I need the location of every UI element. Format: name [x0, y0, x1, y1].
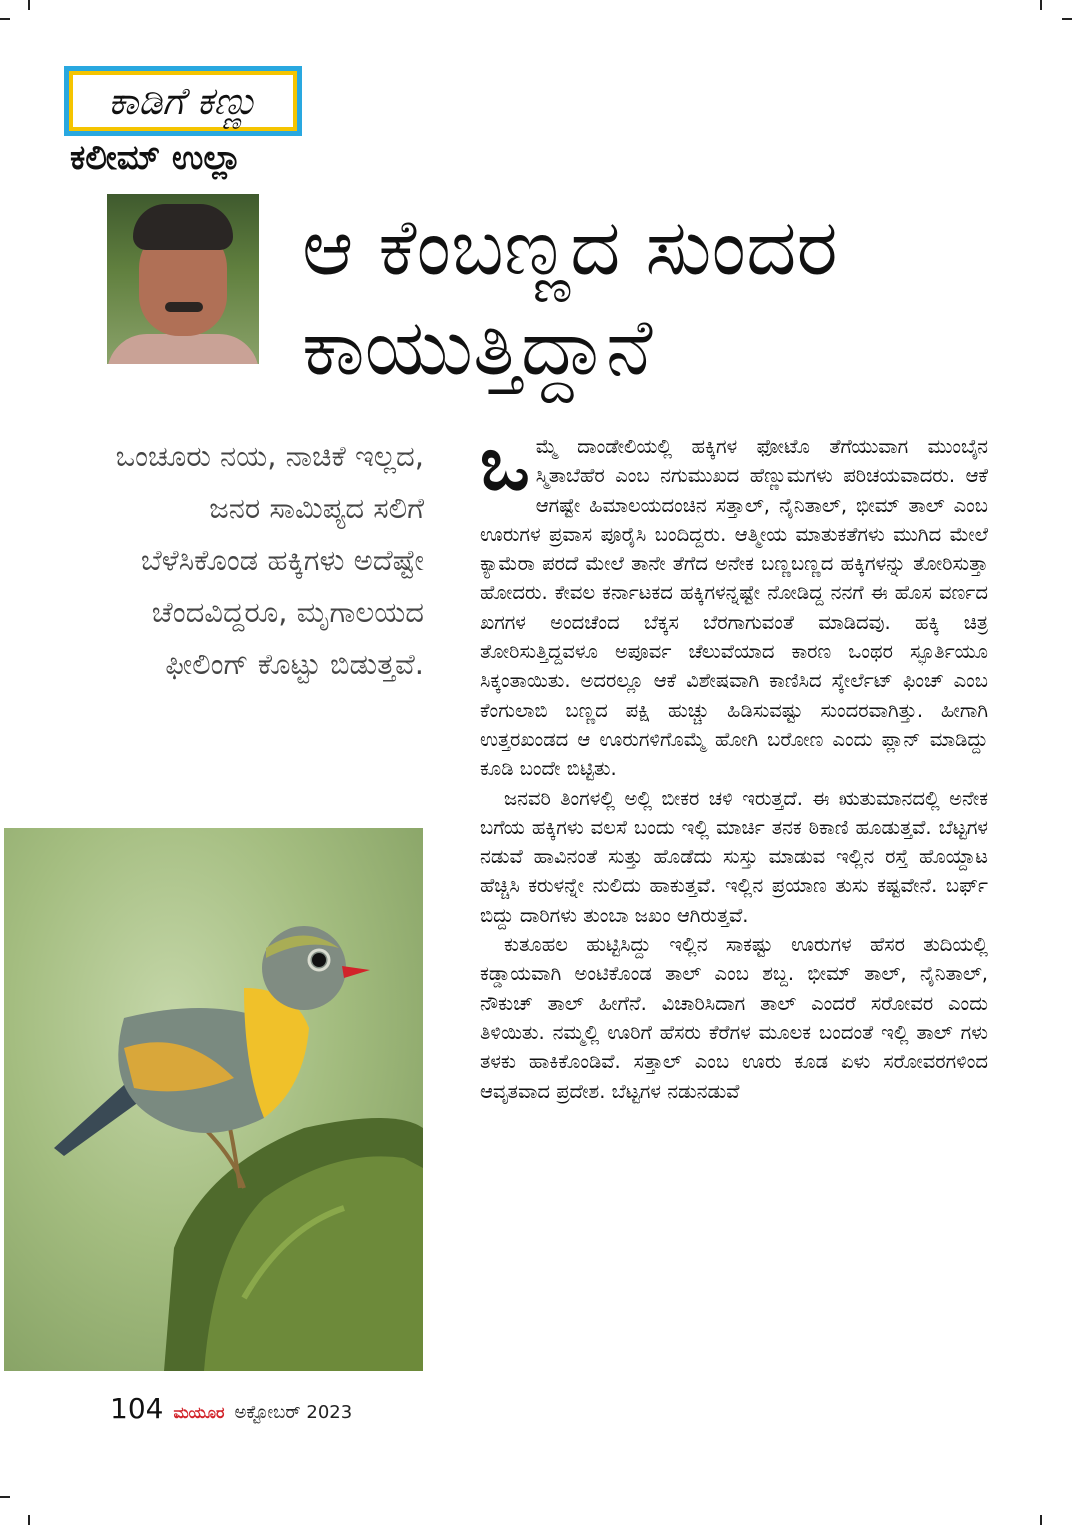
- author-photo: [107, 194, 259, 364]
- headline: ಆ ಕೆಂಬಣ್ಣದ ಸುಂದರ ಕಾಯುತ್ತಿದ್ದಾನೆ: [302, 203, 838, 393]
- crop-mark: [0, 1496, 10, 1498]
- paragraph: ಜನವರಿ ತಿಂಗಳಲ್ಲಿ ಅಲ್ಲಿ ಬೀಕರ ಚಳಿ ಇರುತ್ತದೆ. ಈ ಋತುಮಾನದಲ್ಲಿ ಅನೇಕ ಬಗೆಯ ಹಕ್ಕಿಗಳು ವಲಸೆ ಬಂದು ಇಲ್ಲಿ ಮಾರ್ಚಿ ತನಕ ಠಿಕಾಣಿ ಹೂಡುತ್ತವೆ. ಬೆಟ್ಟಗಳ ನಡುವೆ ಹಾವಿನಂತೆ ಸುತ್ತು ಹೊಡೆದು ಸುಸ್ತು ಮಾಡುವ ಇಲ್ಲಿನ ರಸ್ತೆ ಹೊಯ್ದಾಟ ಹೆಚ್ಚಿಸಿ ಕರುಳನ್ನೇ ನುಲಿದು ಹಾಕುತ್ತವೆ. ಇಲ್ಲಿನ ಪ್ರಯಾಣ ತುಸು ಕಷ್ಟವೇನೆ. ಬರ್ಫ್ ಬಿದ್ದು ದಾರಿಗಳು ತುಂಬಾ ಜಖಂ ಆಗಿರುತ್ತವೆ.: [480, 786, 988, 927]
- crop-mark: [28, 1515, 30, 1525]
- paragraph: ಕುತೂಹಲ ಹುಟ್ಟಿಸಿದ್ದು ಇಲ್ಲಿನ ಸಾಕಷ್ಟು ಊರುಗಳ ಹೆಸರ ತುದಿಯಲ್ಲಿ ಕಡ್ಡಾಯವಾಗಿ ಅಂಟಿಕೊಂಡ ತಾಲ್ ಎಂಬ ಶಬ್ದ. ಭೀಮ್ ತಾಲ್, ನೈನಿತಾಲ್, ನೌಕುಚ್ ತಾಲ್ ಹೀಗೆನೆ. ವಿಚಾರಿಸಿದಾಗ ತಾಲ್ ಎಂದರೆ ಸರೋವರ ಎಂದು ತಿಳಿಯಿತು. ನಮ್ಮಲ್ಲಿ ಊರಿಗೆ ಹೆಸರು ಕೆರೆಗಳ ಮೂಲಕ ಬಂದಂತೆ ಇಲ್ಲಿ ತಾಲ್ ಗಳು ತಳಕು ಹಾಕಿಕೊಂಡಿವೆ. ಸತ್ತಾಲ್ ಎಂಬ ಊರು ಕೂಡ ಏಳು ಸರೋವರಗಳಿಂದ ಆವೃತವಾದ ಪ್ರದೇಶ. ಬೆಟ್ಟಗಳ ನಡುನಡುವೆ: [480, 933, 988, 1103]
- column-tag: [64, 66, 302, 136]
- article-body: [480, 421, 988, 1106]
- page-number: 104: [110, 1392, 164, 1425]
- paragraph: [480, 421, 988, 784]
- author-name: ಕಲೀಮ್ ಉಲ್ಲಾ: [70, 138, 242, 178]
- crop-mark: [1040, 0, 1042, 10]
- bird-photo: [4, 828, 423, 1371]
- crop-mark: [28, 0, 30, 10]
- crop-mark: [0, 18, 10, 20]
- bird-illustration: [4, 828, 423, 1371]
- crop-mark: [1040, 1515, 1042, 1525]
- magazine-logo: ಮಯೂರ: [173, 1403, 225, 1422]
- page-footer: [110, 1392, 352, 1425]
- pull-quote: ಒಂಚೂರು ನಯ, ನಾಚಿಕೆ ಇಲ್ಲದ, ಜನರ ಸಾಮಿಪ್ಯದ ಸಲಿಗೆ ಬೆಳೆಸಿಕೊಂಡ ಹಕ್ಕಿಗಳು ಅದೆಷ್ಟೇ ಚೆಂದವಿದ್ದರೂ, ಮೃಗಾಲಯದ ಫೀಲಿಂಗ್ ಕೊಟ್ಟು ಬಿಡುತ್ತವೆ.: [115, 439, 424, 681]
- crop-mark: [1062, 18, 1072, 20]
- column-tag-label: ಕಾಡಿಗೆ ಕಣ್ಣು: [69, 71, 297, 131]
- issue-date: ಅಕ್ಟೋಬರ್ 2023: [234, 1402, 353, 1423]
- drop-cap: ಒ: [480, 421, 530, 507]
- paragraph-text: ಮ್ಮೆ ದಾಂಡೇಲಿಯಲ್ಲಿ ಹಕ್ಕಿಗಳ ಫೋಟೊ ತೆಗೆಯುವಾಗ ಮುಂಬೈನ ಸ್ಮಿತಾಬೆಹೆರ ಎಂಬ ನಗುಮುಖದ ಹೆಣ್ಣುಮಗಳು ಪರಿಚಯವಾದರು. ಆಕೆ ಆಗಷ್ಟೇ ಹಿಮಾಲಯದಂಚಿನ ಸತ್ತಾಲ್, ನೈನಿತಾಲ್, ಭೀಮ್ ತಾಲ್ ಎಂಬ ಊರುಗಳ ಪ್ರವಾಸ ಪೂರೈಸಿ ಬಂದಿದ್ದರು. ಆತ್ಮೀಯ ಮಾತುಕತೆಗಳು ಮುಗಿದ ಮೇಲೆ ಕ್ಯಾಮೆರಾ ಪರದೆ ಮೇಲೆ ತಾನೇ ತೆಗೆದ ಅನೇಕ ಬಣ್ಣಬಣ್ಣದ ಹಕ್ಕಿಗಳನ್ನು ತೋರಿಸುತ್ತಾ ಹೋದರು. ಕೇವಲ ಕರ್ನಾಟಕದ ಹಕ್ಕಿಗಳನ್ನಷ್ಟೇ ನೋಡಿದ್ದ ನನಗೆ ಈ ಹೊಸ ವರ್ಣದ ಖಗಗಳ ಅಂದಚೆಂದ ಬೆಕ್ಕಸ ಬೆರಗಾಗುವಂತೆ ಮಾಡಿದವು. ಹಕ್ಕಿ ಚಿತ್ರ ತೋರಿಸುತ್ತಿದ್ದವಳೂ ಅಪೂರ್ವ ಚೆಲುವೆಯಾದ ಕಾರಣ ಒಂಥರ ಸ್ಫೂರ್ತಿಯೂ ಸಿಕ್ಕಂತಾಯಿತು. ಅದರಲ್ಲೂ ಆಕೆ ವಿಶೇಷವಾಗಿ ಕಾಣಿಸಿದ ಸ್ಕೇರ್ಲೆಟ್ ಫಿಂಚ್ ಎಂಬ ಕೆಂಗುಲಾಬಿ ಬಣ್ಣದ ಪಕ್ಷಿ ಹುಚ್ಚು ಹಿಡಿಸುವಷ್ಟು ಸುಂದರವಾಗಿತ್ತು. ಹೀಗಾಗಿ ಉತ್ತರಖಂಡದ ಆ ಊರುಗಳಿಗೊಮ್ಮೆ ಹೋಗಿ ಬರೋಣ ಎಂದು ಪ್ಲಾನ್ ಮಾಡಿದ್ದು ಕೂಡಿ ಬಂದೇ ಬಿಟ್ಟಿತು.: [480, 435, 988, 781]
